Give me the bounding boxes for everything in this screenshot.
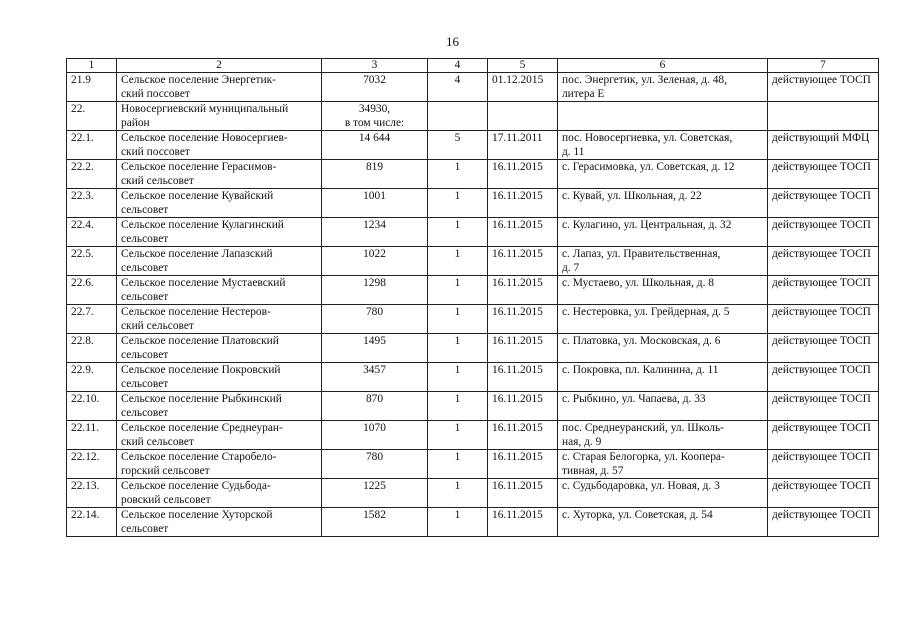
column-header: 3 [322,59,428,73]
settlement-name-cell: Сельское поселение Рыбкинский сельсовет [117,392,322,421]
population-cell: 819 [322,160,428,189]
date-cell: 16.11.2015 [488,421,558,450]
column-header: 2 [117,59,322,73]
table-row [67,363,879,392]
settlement-name-cell: Новосергиевский муниципальный район [117,102,322,131]
population-cell: 780 [322,450,428,479]
column-header: 4 [428,59,488,73]
count-cell: 5 [428,131,488,160]
table-row [67,247,879,276]
table-row [67,160,879,189]
population-cell: 34930, в том числе: [322,102,428,131]
status-cell: действующее ТОСП [768,276,879,305]
table-row [67,276,879,305]
count-cell: 1 [428,189,488,218]
date-cell: 16.11.2015 [488,189,558,218]
population-cell: 1001 [322,189,428,218]
date-cell: 16.11.2015 [488,334,558,363]
date-cell: 01.12.2015 [488,73,558,102]
address-cell: пос. Новосергиевка, ул. Советская, д. 11 [558,131,768,160]
count-cell: 1 [428,450,488,479]
population-cell: 1022 [322,247,428,276]
date-cell: 16.11.2015 [488,276,558,305]
address-cell: с. Покровка, пл. Калинина, д. 11 [558,363,768,392]
population-cell: 1070 [322,421,428,450]
settlement-name-cell: Сельское поселение Среднеуран- ский сельсовет [117,421,322,450]
table-header-row [67,59,879,73]
count-cell: 1 [428,276,488,305]
population-cell: 1225 [322,479,428,508]
status-cell: действующее ТОСП [768,73,879,102]
population-cell: 1234 [322,218,428,247]
row-number-cell: 22.9. [67,363,117,392]
row-number-cell: 21.9 [67,73,117,102]
data-table [66,58,879,537]
row-number-cell: 22.13. [67,479,117,508]
address-cell [558,102,768,131]
settlement-name-cell: Сельское поселение Энергетик- ский поссовет [117,73,322,102]
address-cell: с. Рыбкино, ул. Чапаева, д. 33 [558,392,768,421]
table-row [67,218,879,247]
table-row [67,305,879,334]
address-cell: с. Хуторка, ул. Советская, д. 54 [558,508,768,537]
status-cell: действующее ТОСП [768,392,879,421]
address-cell: с. Герасимовка, ул. Советская, д. 12 [558,160,768,189]
row-number-cell: 22. [67,102,117,131]
settlement-name-cell: Сельское поселение Судьбода- ровский сельсовет [117,479,322,508]
address-cell: с. Старая Белогорка, ул. Коопера- тивная, д. 57 [558,450,768,479]
status-cell: действующее ТОСП [768,363,879,392]
table-row [67,508,879,537]
count-cell: 1 [428,392,488,421]
population-cell: 3457 [322,363,428,392]
count-cell: 1 [428,363,488,392]
status-cell: действующее ТОСП [768,189,879,218]
page-number: 16 [446,34,459,49]
date-cell: 16.11.2015 [488,508,558,537]
row-number-cell: 22.8. [67,334,117,363]
population-cell: 14 644 [322,131,428,160]
settlement-name-cell: Сельское поселение Кулагинский сельсовет [117,218,322,247]
table-row [67,479,879,508]
row-number-cell: 22.10. [67,392,117,421]
row-number-cell: 22.5. [67,247,117,276]
status-cell: действующее ТОСП [768,450,879,479]
row-number-cell: 22.2. [67,160,117,189]
settlement-name-cell: Сельское поселение Старобело- горский сельсовет [117,450,322,479]
count-cell: 1 [428,218,488,247]
date-cell: 16.11.2015 [488,160,558,189]
population-cell: 1582 [322,508,428,537]
date-cell: 16.11.2015 [488,305,558,334]
row-number-cell: 22.14. [67,508,117,537]
date-cell: 16.11.2015 [488,363,558,392]
date-cell: 17.11.2011 [488,131,558,160]
date-cell [488,102,558,131]
row-number-cell: 22.11. [67,421,117,450]
count-cell: 1 [428,421,488,450]
population-cell: 780 [322,305,428,334]
row-number-cell: 22.6. [67,276,117,305]
settlement-name-cell: Сельское поселение Покровский сельсовет [117,363,322,392]
table-row [67,131,879,160]
status-cell: действующее ТОСП [768,218,879,247]
date-cell: 16.11.2015 [488,450,558,479]
table-row [67,392,879,421]
status-cell: действующее ТОСП [768,508,879,537]
status-cell: действующее ТОСП [768,421,879,450]
address-cell: с. Судьбодаровка, ул. Новая, д. 3 [558,479,768,508]
count-cell: 1 [428,160,488,189]
status-cell: действующее ТОСП [768,479,879,508]
status-cell [768,102,879,131]
settlement-name-cell: Сельское поселение Герасимов- ский сельсовет [117,160,322,189]
address-cell: пос. Среднеуранский, ул. Школь- ная, д. 9 [558,421,768,450]
population-cell: 870 [322,392,428,421]
status-cell: действующее ТОСП [768,334,879,363]
row-number-cell: 22.12. [67,450,117,479]
address-cell: с. Лапаз, ул. Правительственная, д. 7 [558,247,768,276]
settlement-name-cell: Сельское поселение Платовский сельсовет [117,334,322,363]
status-cell: действующий МФЦ [768,131,879,160]
settlement-name-cell: Сельское поселение Лапазский сельсовет [117,247,322,276]
date-cell: 16.11.2015 [488,392,558,421]
count-cell [428,102,488,131]
population-cell: 1298 [322,276,428,305]
column-header: 6 [558,59,768,73]
settlement-name-cell: Сельское поселение Кувайский сельсовет [117,189,322,218]
count-cell: 1 [428,334,488,363]
row-number-cell: 22.3. [67,189,117,218]
date-cell: 16.11.2015 [488,247,558,276]
row-number-cell: 22.1. [67,131,117,160]
address-cell: с. Кувай, ул. Школьная, д. 22 [558,189,768,218]
table-row [67,73,879,102]
status-cell: действующее ТОСП [768,247,879,276]
table-row [67,421,879,450]
count-cell: 1 [428,508,488,537]
population-cell: 7032 [322,73,428,102]
date-cell: 16.11.2015 [488,479,558,508]
date-cell: 16.11.2015 [488,218,558,247]
row-number-cell: 22.7. [67,305,117,334]
column-header: 1 [67,59,117,73]
table-row [67,189,879,218]
table-row [67,102,879,131]
settlement-name-cell: Сельское поселение Мустаевский сельсовет [117,276,322,305]
table-row [67,450,879,479]
address-cell: с. Кулагино, ул. Центральная, д. 32 [558,218,768,247]
count-cell: 4 [428,73,488,102]
count-cell: 1 [428,305,488,334]
settlement-name-cell: Сельское поселение Новосергиев- ский поссовет [117,131,322,160]
address-cell: с. Нестеровка, ул. Грейдерная, д. 5 [558,305,768,334]
status-cell: действующее ТОСП [768,160,879,189]
row-number-cell: 22.4. [67,218,117,247]
settlement-name-cell: Сельское поселение Хуторской сельсовет [117,508,322,537]
count-cell: 1 [428,479,488,508]
address-cell: пос. Энергетик, ул. Зеленая, д. 48, литера Е [558,73,768,102]
settlement-name-cell: Сельское поселение Нестеров- ский сельсовет [117,305,322,334]
address-cell: с. Платовка, ул. Московская, д. 6 [558,334,768,363]
column-header: 5 [488,59,558,73]
table-row [67,334,879,363]
column-header: 7 [768,59,879,73]
count-cell: 1 [428,247,488,276]
status-cell: действующее ТОСП [768,305,879,334]
population-cell: 1495 [322,334,428,363]
address-cell: с. Мустаево, ул. Школьная, д. 8 [558,276,768,305]
